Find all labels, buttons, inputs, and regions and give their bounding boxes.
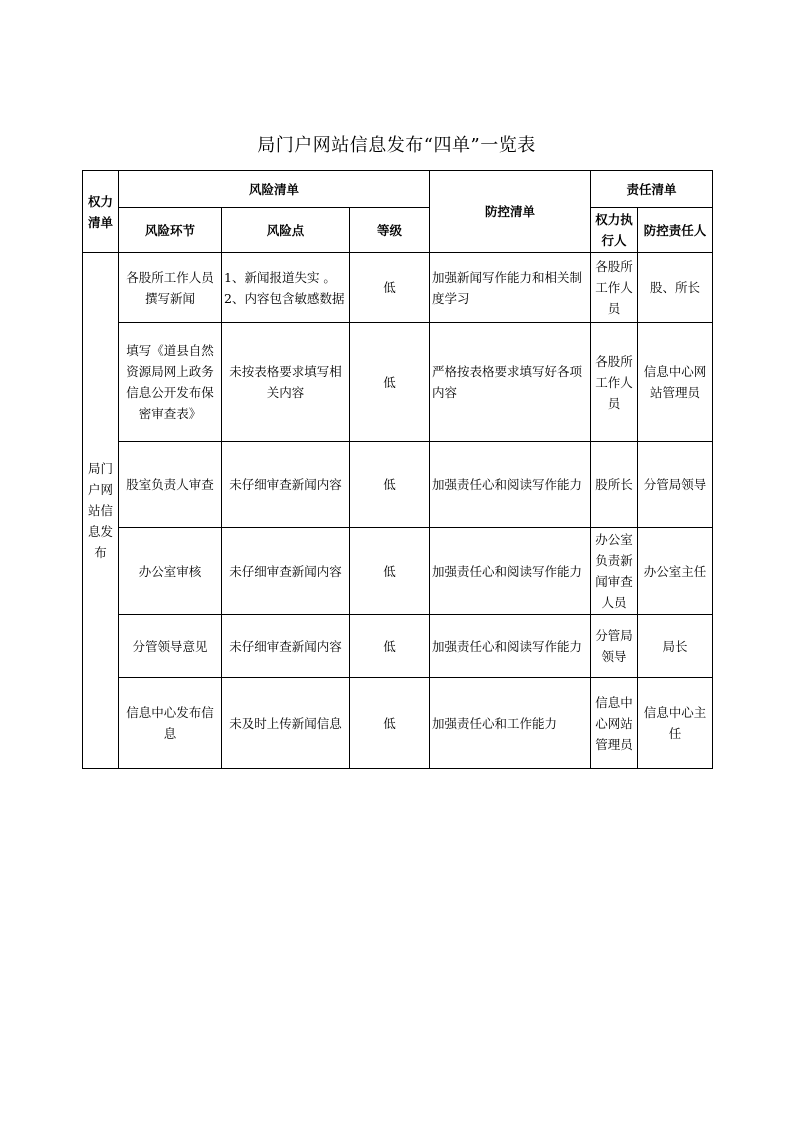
executor-cell: 各股所工作人员 [591,253,638,323]
risk-link-cell: 办公室审核 [119,528,222,615]
risk-link-cell: 信息中心发布信息 [119,678,222,769]
control-cell: 加强新闻写作能力和相关制度学习 [430,253,591,323]
header-control-person: 防控责任人 [638,208,713,253]
executor-cell: 分管局领导 [591,615,638,678]
grade-cell: 低 [350,678,430,769]
risk-point-cell: 未仔细审查新闻内容 [222,615,350,678]
four-list-table [82,170,713,769]
risk-link-cell: 各股所工作人员撰写新闻 [119,253,222,323]
grade-cell: 低 [350,323,430,442]
person-cell: 办公室主任 [638,528,713,615]
table-row [83,442,713,528]
header-power-list: 权力清单 [83,171,119,253]
table-row [83,678,713,769]
risk-link-cell: 股室负责人审查 [119,442,222,528]
risk-point-cell: 未仔细审查新闻内容 [222,442,350,528]
risk-point-cell: 未按表格要求填写相关内容 [222,323,350,442]
executor-cell: 办公室负责新闻审查人员 [591,528,638,615]
header-executor: 权力执行人 [591,208,638,253]
control-cell: 严格按表格要求填写好各项内容 [430,323,591,442]
executor-cell: 股所长 [591,442,638,528]
executor-cell: 各股所工作人员 [591,323,638,442]
table-row [83,615,713,678]
control-cell: 加强责任心和阅读写作能力 [430,528,591,615]
table-row [83,528,713,615]
grade-cell: 低 [350,528,430,615]
risk-point-cell: 未及时上传新闻信息 [222,678,350,769]
header-control-list: 防控清单 [430,171,591,253]
control-cell: 加强责任心和阅读写作能力 [430,615,591,678]
risk-link-cell: 分管领导意见 [119,615,222,678]
risk-link-cell: 填写《道县自然资源局网上政务信息公开发布保密审查表》 [119,323,222,442]
table-row [83,323,713,442]
control-cell: 加强责任心和工作能力 [430,678,591,769]
table-row [83,253,713,323]
risk-point-cell: 1、新闻报道失实 。 2、内容包含敏感数据 [222,253,350,323]
person-cell: 分管局领导 [638,442,713,528]
header-risk-point: 风险点 [222,208,350,253]
control-cell: 加强责任心和阅读写作能力 [430,442,591,528]
executor-cell: 信息中心网站管理员 [591,678,638,769]
header-responsibility-list: 责任清单 [591,171,713,208]
header-risk-list: 风险清单 [119,171,430,208]
person-cell: 信息中心网站管理员 [638,323,713,442]
document-title: 局门户网站信息发布“四单”一览表 [257,135,536,156]
person-cell: 股、所长 [638,253,713,323]
person-cell: 信息中心主任 [638,678,713,769]
grade-cell: 低 [350,253,430,323]
grade-cell: 低 [350,442,430,528]
header-risk-link: 风险环节 [119,208,222,253]
header-grade: 等级 [350,208,430,253]
person-cell: 局长 [638,615,713,678]
grade-cell: 低 [350,615,430,678]
power-item-cell: 局门户网站信息发布 [83,253,119,769]
risk-point-cell: 未仔细审查新闻内容 [222,528,350,615]
